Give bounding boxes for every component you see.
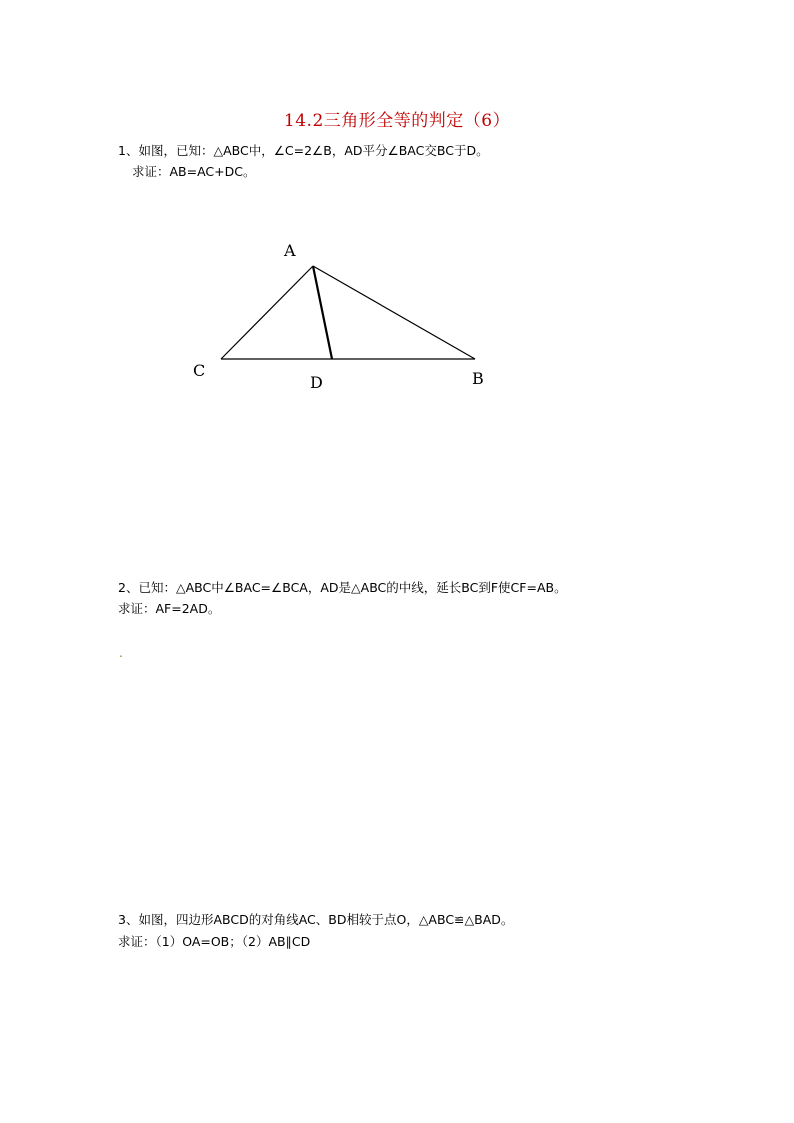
label-b: B [472, 369, 484, 388]
segment-ab [313, 266, 475, 359]
problem-1-given: 1、如图，已知：△ABC中，∠C=2∠B，AD平分∠BAC交BC于D。 [118, 143, 489, 158]
problem-2-prove: 求证：AF=2AD。 [118, 601, 221, 616]
segment-ad [313, 266, 332, 359]
page-title: 14.2三角形全等的判定（6） [283, 111, 511, 131]
problem-2-given: 2、已知：△ABC中∠BAC=∠BCA，AD是△ABC的中线，延长BC到F使CF=AB。 [118, 580, 567, 595]
problem-1-prove: 求证：AB=AC+DC。 [132, 164, 256, 179]
segment-ca [221, 266, 313, 359]
problem-3-given: 3、如图，四边形ABCD的对角线AC、BD相较于点O，△ABC≌△BAD。 [118, 912, 514, 927]
problem-3-prove: 求证：（1）OA=OB；（2）AB∥CD [118, 934, 311, 949]
label-d: D [310, 373, 323, 392]
label-a: A [284, 241, 296, 260]
label-c: C [193, 361, 206, 380]
stray-mark: . [119, 646, 123, 660]
